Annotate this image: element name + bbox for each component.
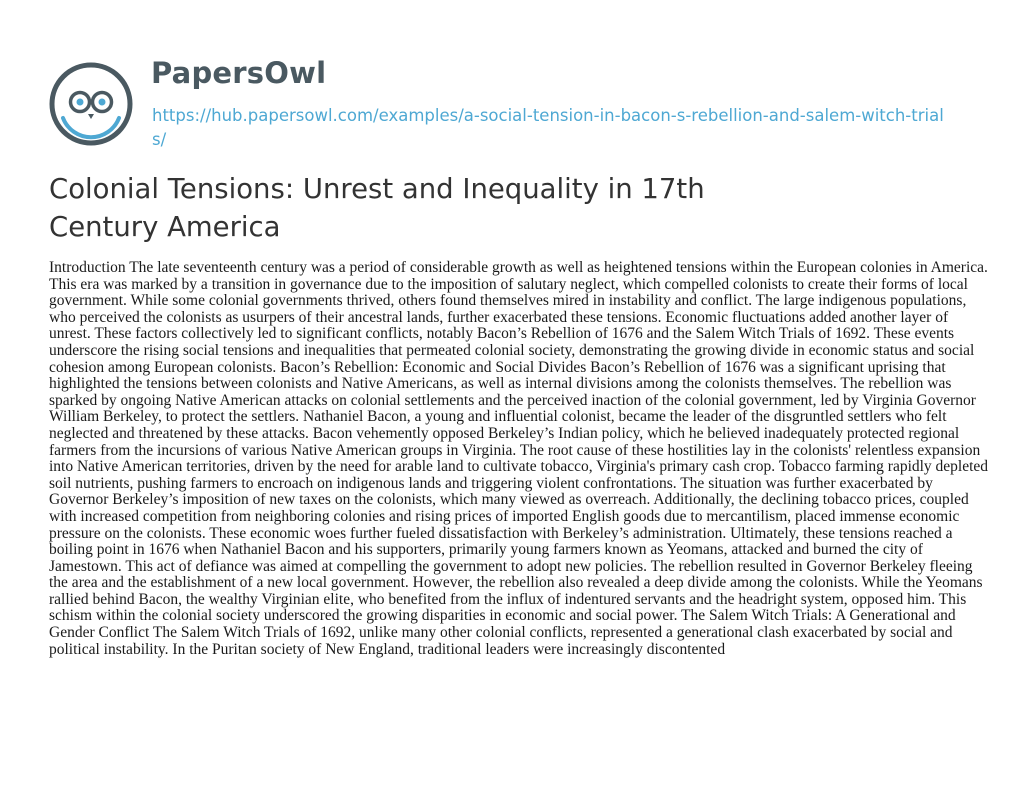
owl-icon	[49, 62, 133, 146]
site-header	[49, 30, 989, 155]
page-title: Colonial Tensions: Unrest and Inequality in 17th Century America	[49, 173, 705, 243]
source-url-link[interactable]: https://hub.papersowl.com/examples/a-social-tension-in-bacon-s-rebellion-and-salem-witch-trials/	[152, 106, 944, 149]
article-body: Introduction The late seventeenth century was a period of considerable growth as well as heightened tensions within the European colonies in America. This era was marked by a transition in governance due to the imposition of salutary neglect, which compelled colonists to create their forms of local government. While some colonial governments thrived, others found themselves mired in instability and conflict. The large indigenous populations, who perceived the colonists as usurpers of their ancestral lands, further exacerbated these tensions. Economic fluctuations added another layer of unrest. These factors collectively led to significant conflicts, notably Bacon’s Rebellion of 1676 and the Salem Witch Trials of 1692. These events underscore the rising social tensions and inequalities that permeated colonial society, demonstrating the growing divide in economic status and social cohesion among European colonists. Bacon’s Rebellion: Economic and Social Divides Bacon’s Rebellion of 1676 was a significant uprising that highlighted the tensions between colonists and Native Americans, as well as internal divisions among the colonists themselves. The rebellion was sparked by ongoing Native American attacks on colonial settlements and the perceived inaction of the colonial government, led by Virginia Governor William Berkeley, to protect the settlers. Nathaniel Bacon, a young and influential colonist, became the leader of the disgruntled settlers who felt neglected and threatened by these attacks. Bacon vehemently opposed Berkeley’s Indian policy, which he believed inadequately protected regional farmers from the incursions of various Native American groups in Virginia. The root cause of these hostilities lay in the colonists' relentless expansion into Native American territories, driven by the need for arable land to cultivate tobacco, Virginia's primary cash crop. Tobacco farming rapidly depleted soil nutrients, pushing farmers to encroach on indigenous lands and triggering violent confrontations. The situation was further exacerbated by Governor Berkeley’s imposition of new taxes on the colonists, which many viewed as overreach. Additionally, the declining tobacco prices, coupled with increased competition from neighboring colonies and rising prices of imported English goods due to mercantilism, placed immense economic pressure on the colonists. These economic woes further fueled dissatisfaction with Berkeley’s administration. Ultimately, these tensions reached a boiling point in 1676 when Nathaniel Bacon and his supporters, primarily young farmers known as Yeomans, attacked and burned the city of Jamestown. This act of defiance was aimed at compelling the government to adopt new policies. The rebellion resulted in Governor Berkeley fleeing the area and the establishment of a new local government. However, the rebellion also revealed a deep divide among the colonists. While the Yeomans rallied behind Bacon, the wealthy Virginian elite, who benefited from the influx of indentured servants and the headright system, opposed him. This schism within the colonial society underscored the growing disparities in economic and social power. The Salem Witch Trials: A Generational and Gender Conflict The Salem Witch Trials of 1692, unlike many other colonial conflicts, represented a generational clash exacerbated by social and political instability. In the Puritan society of New England, traditional leaders were increasingly discontented	[49, 259, 989, 658]
brand-name[interactable]: PapersOwl	[151, 56, 327, 90]
